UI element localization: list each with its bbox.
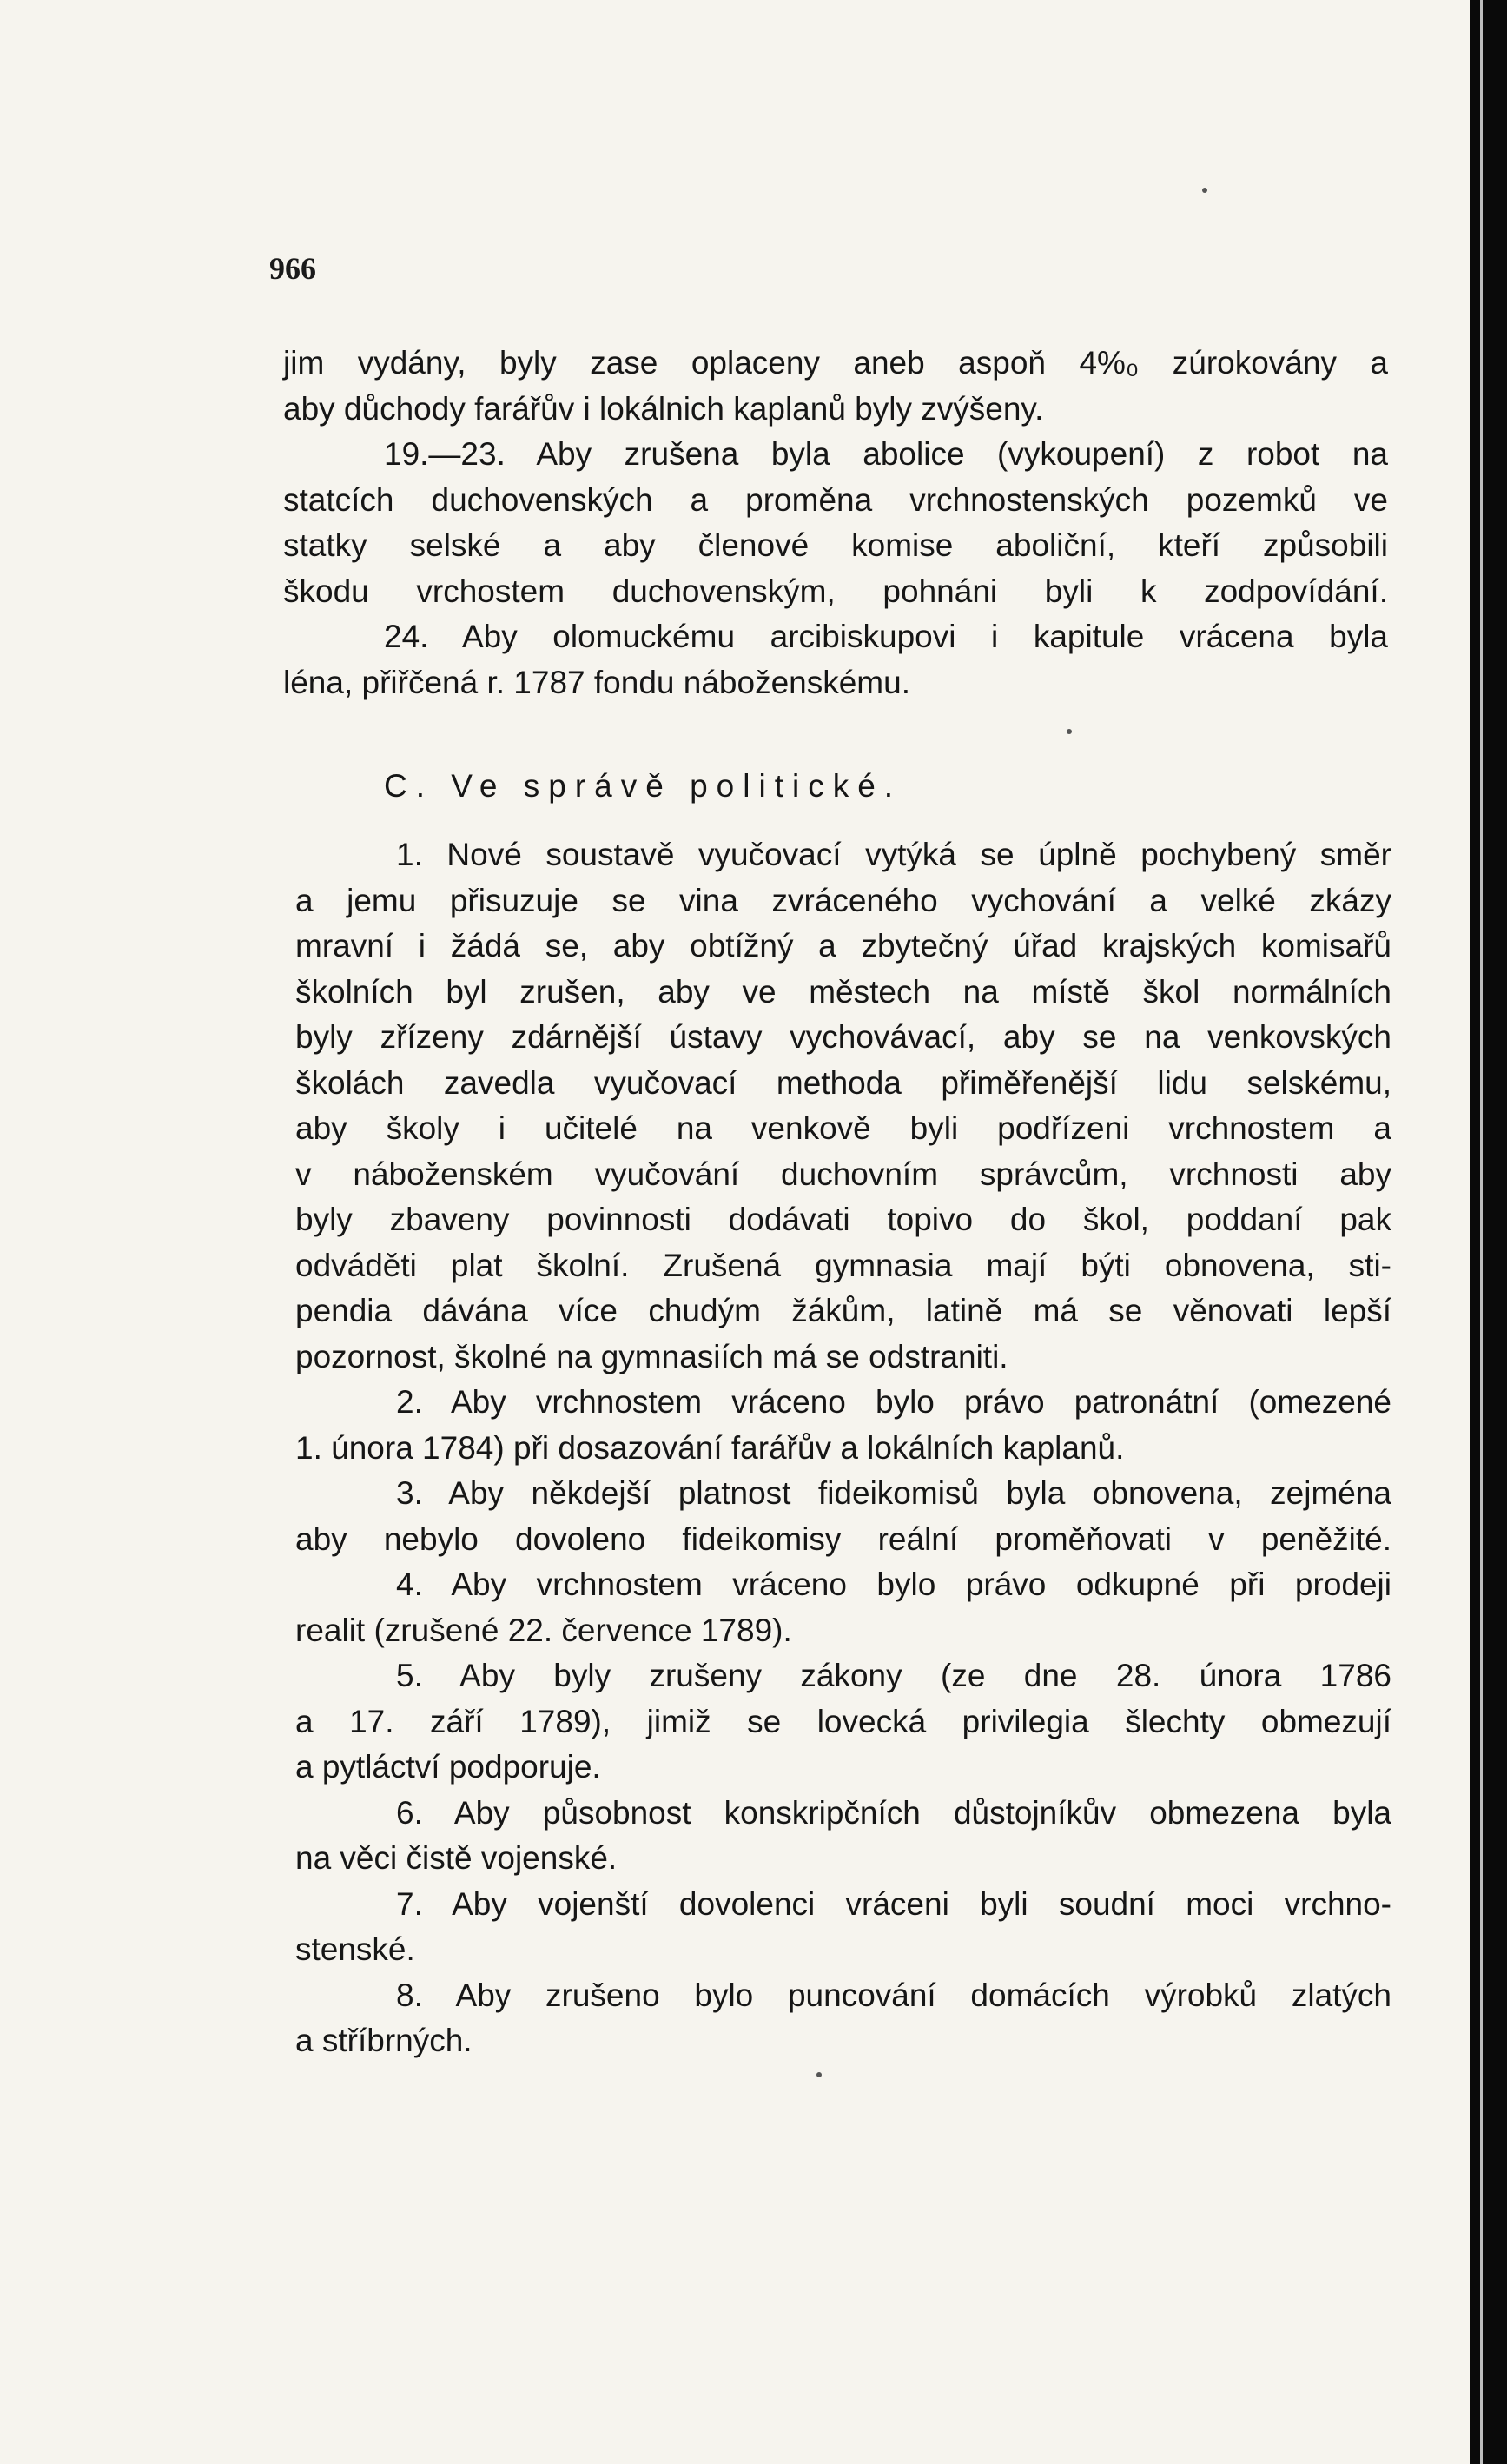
text-line: statky selské a aby členové komise aboliční, kteří způsobili	[283, 527, 1388, 563]
text-line: 8. Aby zrušeno bylo puncování domácích výrobků zlatých	[396, 1977, 1391, 2013]
text-line: realit (zrušené 22. července 1789).	[295, 1612, 792, 1648]
speck	[816, 2072, 822, 2077]
text-line: a stříbrných.	[295, 2023, 473, 2058]
text-line: jim vydány, byly zase oplaceny aneb aspoň 4%₀ zúrokovány a	[283, 345, 1388, 381]
scan-border	[1470, 0, 1507, 2464]
text-line: v náboženském vyučování duchovním správcům, vrchnosti aby	[295, 1156, 1391, 1192]
text-line: 7. Aby vojenští dovolenci vráceni byli soudní moci vrchno-	[396, 1885, 1391, 1922]
text-line: aby důchody farářův i lokálnich kaplanů byly zvýšeny.	[283, 390, 1044, 427]
text-line: 19.—23. Aby zrušena byla abolice (vykoupení) z robot na	[384, 436, 1388, 472]
text-line: 2. Aby vrchnostem vráceno bylo právo patronátní (omezené	[396, 1384, 1391, 1420]
text-line: 24. Aby olomuckému arcibiskupovi i kapitule vrácena byla	[384, 619, 1388, 654]
text-line: odváděti plat školní. Zrušená gymnasia mají býti obnovena, sti-	[295, 1247, 1391, 1283]
text-line: a jemu přisuzuje se vina zvráceného vychování a velké zkázy	[295, 882, 1391, 918]
text-line: statcích duchovenských a proměna vrchnostenských pozemků ve	[283, 481, 1388, 518]
speck	[1067, 729, 1072, 734]
section-heading: C. Ve správě politické.	[384, 768, 902, 804]
text-line: léna, přiřčená r. 1787 fondu náboženskému.	[283, 664, 910, 700]
text-line: školách zavedla vyučovací methoda přiměřenější lidu selskému,	[295, 1064, 1391, 1101]
text-line: a pytláctví podporuje.	[295, 1749, 601, 1785]
text-line: na věci čistě vojenské.	[295, 1840, 618, 1876]
text-line: škodu vrchostem duchovenským, pohnáni byli k zodpovídání.	[283, 573, 1388, 609]
text-line: 4. Aby vrchnostem vráceno bylo právo odkupné při prodeji	[396, 1566, 1391, 1602]
text-line: byly zbaveny povinnosti dodávati topivo do škol, poddaní pak	[295, 1202, 1391, 1237]
text-line: školních byl zrušen, aby ve městech na místě škol normálních	[295, 973, 1391, 1010]
text-line: a 17. září 1789), jimiž se lovecká privilegia šlechty obmezují	[295, 1703, 1391, 1739]
text-line: byly zřízeny zdárnější ústavy vychovávací, aby se na venkovských	[295, 1019, 1391, 1055]
text-line: aby nebylo dovoleno fideikomisy reální proměňovati v peněžité.	[295, 1520, 1391, 1557]
text-line: 6. Aby působnost konskripčních důstojníkův obmezena byla	[396, 1794, 1391, 1831]
section-a-text	[283, 341, 1388, 705]
text-line: 1. Nové soustavě vyučovací vytýká se úplně pochybený směr	[396, 837, 1391, 872]
text-line: 1. února 1784) při dosazování farářův a lokálních kaplanů.	[295, 1429, 1125, 1466]
speck	[1202, 188, 1207, 193]
text-line: aby školy i učitelé na venkově byli podřízeni vrchnostem a	[295, 1110, 1391, 1146]
text-line: mravní i žádá se, aby obtížný a zbytečný úřad krajských komisařů	[295, 928, 1391, 964]
text-line: 3. Aby někdejší platnost fideikomisů byla obnovena, zejména	[396, 1475, 1391, 1511]
text-line: pozornost, školné na gymnasiích má se odstraniti.	[295, 1338, 1008, 1374]
text-line: stenské.	[295, 1931, 415, 1967]
text-line: pendia dávána více chudým žákům, latině má se věnovati lepší	[295, 1293, 1391, 1328]
scan-border-line	[1480, 0, 1483, 2464]
section-c-text	[295, 832, 1391, 2064]
page-number: 966	[269, 251, 316, 286]
text-line: 5. Aby byly zrušeny zákony (ze dne 28. února 1786	[396, 1658, 1391, 1693]
